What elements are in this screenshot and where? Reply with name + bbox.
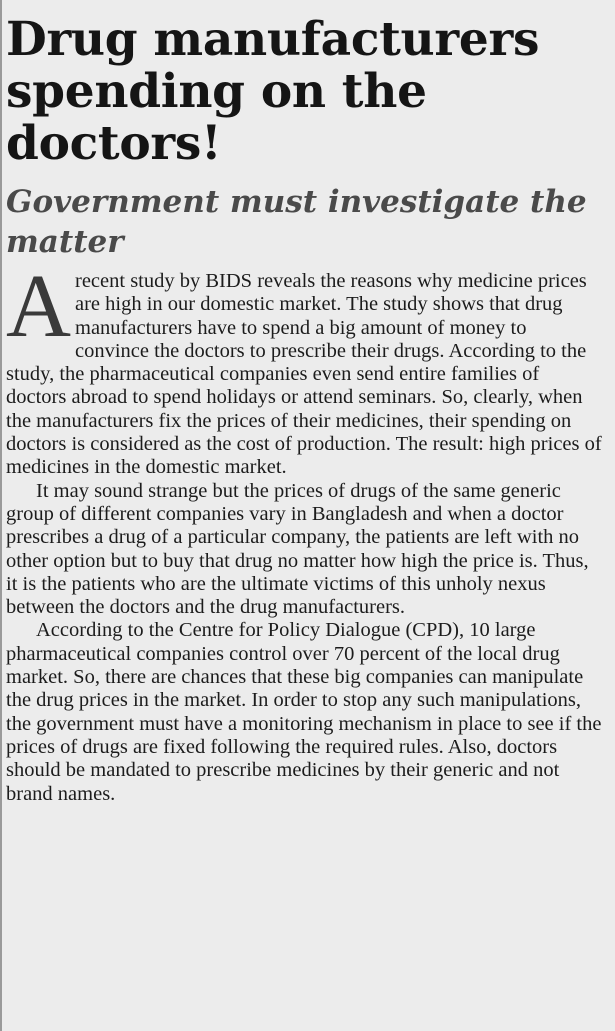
subheadline: Government must investigate the matter: [6, 184, 587, 260]
article-body: [6, 257, 603, 806]
paragraph-2: It may sound strange but the prices of drugs of the same generic group of different companies vary in Bangladesh and when a doctor prescribes a drug of a particular company, the patients are left with no other option but to buy that drug no matter how high the price is. Thus, it is the patients who are the ultimate victims of this unholy nexus between the doctors and the drug manufacturers.: [6, 479, 589, 619]
paragraph-1-text: recent study by BIDS reveals the reasons why medicine prices are high in our domestic market. The study shows that drug manufacturers have to spend a big amount of money to convince the doctors to prescribe their drugs. According to the study, the pharmaceutical companies even send entire families of doctors abroad to spend holidays or attend seminars. So, clearly, when the manufacturers fix the prices of their medicines, their spending on doctors is considered as the cost of production. The result: high prices of medicines in the domestic market.: [6, 270, 602, 479]
headline: Drug manufacturers spending on the doctors!: [6, 12, 540, 171]
drop-cap: A: [6, 257, 71, 356]
paragraph-1: [6, 257, 603, 480]
paragraph-3: According to the Centre for Policy Dialogue (CPD), 10 large pharmaceutical companies control over 70 percent of the local drug market. So, there are chances that these big companies can manipulate the drug prices in the market. In order to stop any such manipulations, the government must have a monitoring mechanism in place to see if the prices of drugs are fixed following the required rules. Also, doctors should be mandated to prescribe medicines by their generic and not brand names.: [6, 619, 602, 805]
column-rule: [0, 0, 2, 1031]
